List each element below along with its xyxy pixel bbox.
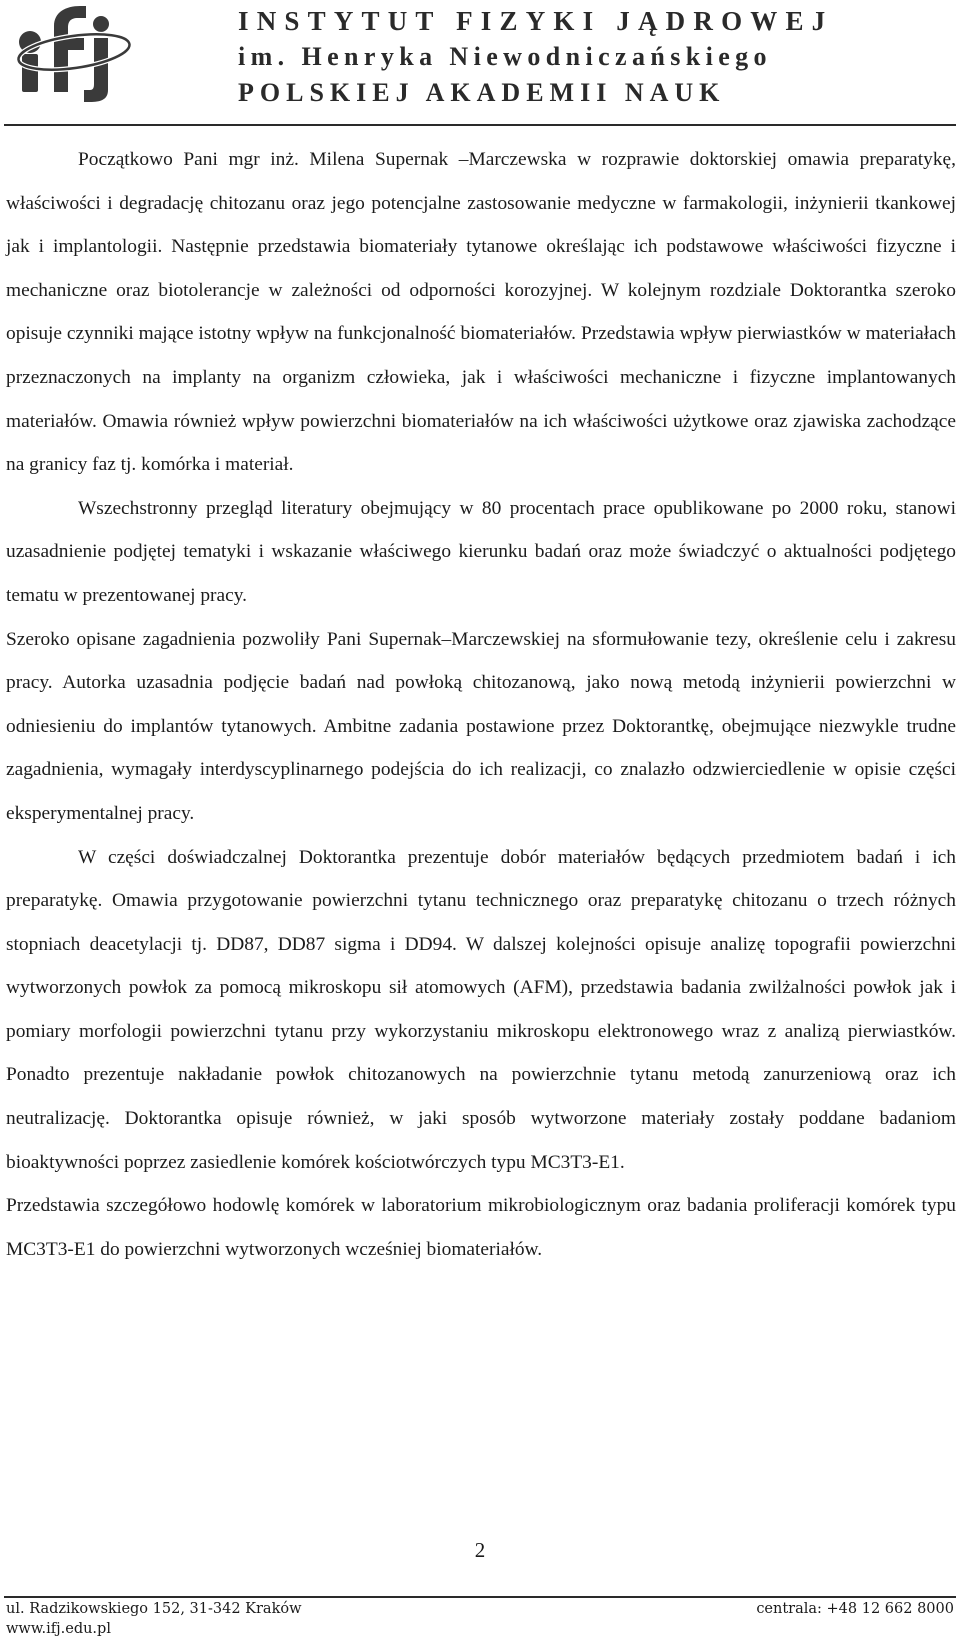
footer-phone: centrala: +48 12 662 8000: [756, 1601, 954, 1617]
paragraph-5: Przedstawia szczegółowo hodowlę komórek w laboratorium mikrobiologicznym oraz badania proliferacji komórek typu MC3T3-E1 do powierzchni wytworzonych wcześniej biomateriałów.: [6, 1195, 956, 1260]
document-body: [6, 138, 956, 1271]
paragraph-4: W części doświadczalnej Doktorantka prezentuje dobór materiałów będących przedmiotem badań i ich preparatykę. Omawia przygotowanie powierzchni tytanu technicznego oraz preparatykę chitozanu o trzech różnych stopniach deacetylacji tj. DD87, DD87 sigma i DD94. W dalszej kolejności opisuje analizę topografii powierzchni wytworzonych powłok za pomocą mikroskopu sił atomowych (AFM), przedstawia badania zwilżalności powłok jak i pomiary morfologii powierzchni tytanu przy wykorzystaniu mikroskopu elektronowego wraz z analizą pierwiastków. Ponadto prezentuje nakładanie powłok chitozanowych na powierzchnie tytanu metodą zanurzeniową oraz ich neutralizację. Doktorantka opisuje również, w jaki sposób wytworzone materiały zostały poddane badaniom bioaktywności poprzez zasiedlenie komórek kościotwórczych typu MC3T3-E1.: [6, 846, 956, 1173]
header-divider: [4, 124, 956, 126]
ifj-logo-icon: [14, 4, 134, 102]
institute-name: INSTYTUT FIZYKI JĄDROWEJ: [238, 6, 834, 36]
institute-patron: im. Henryka Niewodniczańskiego: [238, 42, 772, 71]
paragraph-3: Szeroko opisane zagadnienia pozwoliły Pani Supernak–Marczewskiej na sformułowanie tezy, określenie celu i zakresu pracy. Autorka uzasadnia podjęcie badań nad powłoką chitozanową, jako nową metodą inżynierii powierzchni w odniesieniu do implantów tytanowych. Ambitne zadania postawione przez Doktorantkę, obejmujące niezwykle trudne zagadnienia, wymagały interdyscyplinarnego podejścia do ich realizacji, co znalazło odzwierciedlenie w opisie części eksperymentalnej pracy.: [6, 628, 956, 824]
footer-divider: [4, 1596, 956, 1598]
paragraph-1: Początkowo Pani mgr inż. Milena Supernak –Marczewska w rozprawie doktorskiej omawia preparatykę, właściwości i degradację chitozanu oraz jego potencjalne zastosowanie medyczne w farmakologii, inżynierii tkankowej jak i implantologii. Następnie przedstawia biomateriały tytanowe określając ich podstawowe właściwości fizyczne i mechaniczne oraz biotolerancje w zależności od odporności korozyjnej. W kolejnym rozdziale Doktorantka szeroko opisuje czynniki mające istotny wpływ na funkcjonalność biomateriałów. Przedstawia wpływ pierwiastków w materiałach przeznaczonych na implanty na organizm człowieka, jak i właściwości mechaniczne i fizyczne implantowanych materiałów. Omawia również wpływ powierzchni biomateriałów na ich właściwości użytkowe oraz zjawiska zachodzące na granicy faz tj. komórka i materiał.: [6, 149, 956, 476]
letterhead: [0, 0, 960, 112]
academy-name: POLSKIEJ AKADEMII NAUK: [238, 78, 726, 107]
footer-website: www.ifj.edu.pl: [6, 1621, 111, 1637]
page-number: 2: [474, 1538, 486, 1562]
paragraph-2: Wszechstronny przegląd literatury obejmujący w 80 procentach prace opublikowane po 2000 roku, stanowi uzasadnienie podjętej tematyki i wskazanie właściwego kierunku badań oraz może świadczyć o aktualności podjętego tematu w prezentowanej pracy.: [6, 497, 956, 606]
footer-address: ul. Radzikowskiego 152, 31-342 Kraków: [6, 1601, 302, 1617]
